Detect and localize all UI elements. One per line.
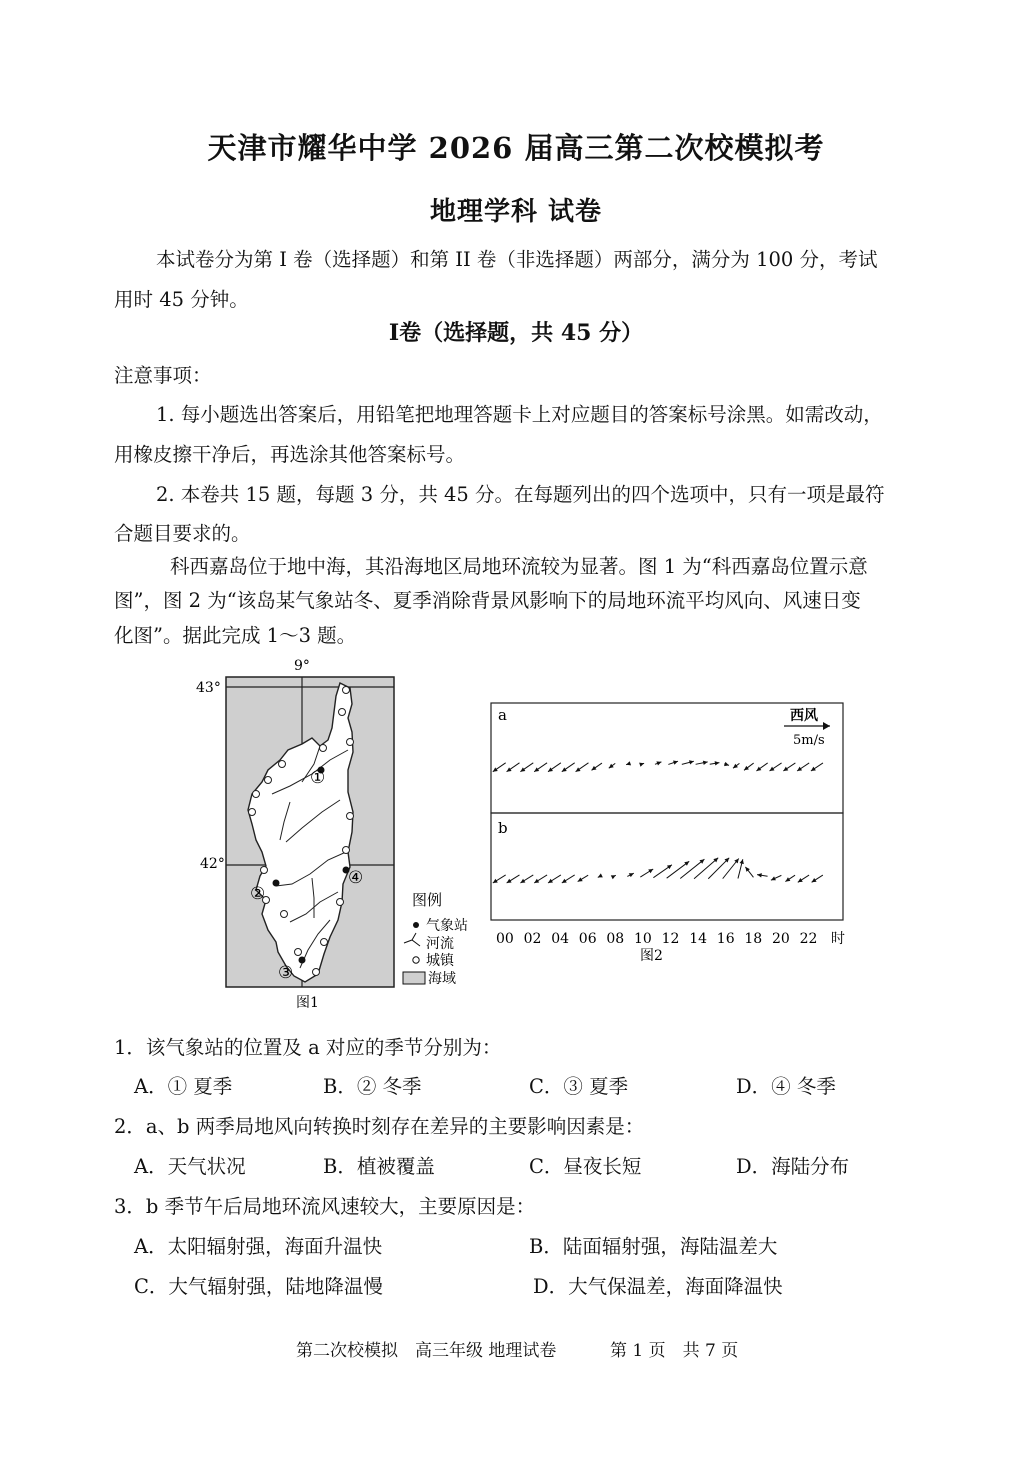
series-a-arrowhead-19	[756, 767, 761, 771]
question-1-stem: 1．该气象站的位置及 a 对应的季节分别为：	[114, 1036, 502, 1059]
series-a-arrowhead-18	[744, 766, 749, 770]
q2-option-d: D．海陆分布	[736, 1155, 850, 1178]
question-2-stem: 2．a、b 两季局地风向转换时刻存在差异的主要影响因素是：	[114, 1115, 645, 1138]
footer-left: 第二次校模拟 高三年级 地理试卷	[296, 1341, 557, 1361]
legend-sea-icon	[403, 972, 425, 984]
q2-option-b: B．植被覆盖	[323, 1155, 435, 1178]
series-b-vectors	[493, 858, 823, 883]
wind-scale-label: 5m/s	[793, 733, 825, 748]
x-tick-04: 04	[551, 931, 570, 947]
notes-heading: 注意事项：	[114, 364, 212, 387]
figure-1-map	[190, 652, 490, 1022]
station-1-label: ①	[310, 768, 326, 788]
series-a-arrowhead-13	[689, 760, 694, 764]
legend-town-icon	[413, 957, 419, 963]
x-axis-unit: 时	[831, 931, 845, 947]
q1-option-d: D．④ 冬季	[736, 1075, 836, 1098]
x-tick-00: 00	[496, 931, 514, 947]
q3-option-a: A．太阳辐射强，海面升温快	[134, 1235, 383, 1258]
x-tick-20: 20	[772, 931, 790, 947]
series-a-arrowhead-16	[724, 762, 729, 766]
x-tick-06: 06	[578, 931, 597, 947]
series-a-arrowhead-14	[703, 761, 708, 765]
series-a-arrowhead-20	[770, 767, 775, 771]
series-b-arrowhead-12	[684, 861, 689, 865]
passage-line-1: 科西嘉岛位于地中海，其沿海地区局地环流较为显著。图 1 为“科西嘉岛位置示意	[170, 555, 868, 578]
series-b-arrowhead-7	[598, 873, 603, 877]
x-tick-18: 18	[744, 931, 763, 947]
series-b-arrowhead-17	[740, 859, 744, 864]
legend-station: 气象站	[426, 918, 468, 934]
station-3-label: ③	[278, 963, 294, 983]
series-a-arrowhead-9	[626, 761, 631, 765]
series-a-arrowhead-6	[576, 767, 581, 771]
series-b-arrowhead-8	[611, 875, 616, 879]
section-title: Ⅰ卷（选择题，共 45 分）	[388, 320, 644, 346]
series-a-arrowhead-22	[797, 767, 802, 771]
station-2-label: ②	[250, 884, 266, 904]
q3-option-b: B．陆面辐射强，海陆温差大	[529, 1235, 778, 1258]
series-a-arrowhead-7	[592, 766, 597, 770]
q2-option-c: C．昼夜长短	[529, 1155, 642, 1178]
longitude-label: 9°	[294, 658, 310, 674]
series-a-arrowhead-1	[507, 767, 512, 771]
legend-title: 图例	[412, 891, 443, 909]
legend-river: 河流	[426, 936, 454, 952]
panel-b-frame	[491, 813, 843, 920]
series-a-arrowhead-10	[639, 763, 644, 767]
series-a-arrowhead-12	[673, 761, 678, 765]
wind-scale-arrowhead	[823, 722, 830, 730]
x-tick-10: 10	[634, 931, 652, 947]
passage-line-3: 化图”。据此完成 1～3 题。	[114, 624, 357, 647]
x-tick-14: 14	[689, 931, 708, 947]
footer-page: 第 1 页 共 7 页	[610, 1341, 739, 1361]
intro-line-1: 本试卷分为第 I 卷（选择题）和第 II 卷（非选择题）两部分，满分为 100 分，考试	[156, 248, 878, 271]
series-a-arrowhead-8	[609, 764, 614, 768]
series-a-arrowhead-21	[783, 767, 788, 771]
page-title: 天津市耀华中学 2026 届高三第二次校模拟考	[207, 131, 825, 165]
series-a-arrowhead-2	[520, 767, 525, 771]
series-a-arrowhead-5	[562, 767, 567, 771]
series-a-arrowhead-4	[548, 767, 553, 771]
x-tick-12: 12	[661, 931, 680, 947]
q1-option-b: B．② 冬季	[323, 1075, 422, 1098]
note-2-line-1: 2. 本卷共 15 题，每题 3 分，共 45 分。在每题列出的四个选项中，只有一项是最符	[156, 483, 885, 506]
series-b-vector-13	[680, 859, 704, 878]
q1-option-c: C．③ 夏季	[529, 1075, 629, 1098]
x-axis-ticks	[496, 931, 817, 947]
figure-1-caption: 图1	[296, 995, 319, 1011]
series-b-vector-14	[694, 858, 718, 879]
note-1-line-2: 用橡皮擦干净后，再选涂其他答案标号。	[114, 443, 466, 466]
q3-option-d: D．大气保温差，海面降温快	[533, 1275, 783, 1298]
series-a-arrowhead-17	[733, 764, 738, 768]
series-a-arrowhead-23	[811, 767, 816, 771]
q2-option-a: A．天气状况	[134, 1155, 246, 1178]
panel-a-label: a	[498, 706, 507, 724]
x-tick-16: 16	[716, 931, 735, 947]
series-b-arrowhead-19	[757, 873, 762, 877]
latitude-42-label: 42°	[200, 856, 225, 872]
legend-town: 城镇	[426, 953, 454, 969]
series-a-arrowhead-3	[534, 767, 539, 771]
x-tick-22: 22	[799, 931, 818, 947]
x-tick-08: 08	[606, 931, 625, 947]
map-legend	[403, 891, 468, 987]
series-b-arrowhead-11	[667, 865, 672, 869]
station-4-label: ④	[348, 868, 364, 888]
latitude-43-label: 43°	[196, 680, 221, 696]
passage-line-2: 图”，图 2 为“该岛某气象站冬、夏季消除背景风影响下的局地环流平均风向、风速日变	[114, 589, 861, 612]
series-b-arrowhead-21	[785, 877, 790, 881]
x-tick-02: 02	[523, 931, 542, 947]
figure-2-caption: 图2	[640, 948, 663, 964]
panel-b-label: b	[498, 819, 508, 837]
legend-river-icon	[404, 933, 420, 946]
legend-sea: 海域	[428, 971, 456, 987]
series-a-arrowhead-0	[493, 767, 498, 771]
legend-station-icon	[413, 922, 419, 928]
wind-direction-label: 西风	[790, 708, 818, 724]
intro-line-2: 用时 45 分钟。	[114, 288, 249, 311]
series-a-arrowhead-15	[715, 761, 720, 765]
page-subtitle: 地理学科 试卷	[429, 197, 603, 227]
figure-2-wind-chart	[486, 700, 856, 972]
question-3-stem: 3．b 季节午后局地环流风速较大，主要原因是：	[114, 1195, 536, 1218]
q3-option-c: C．大气辐射强，陆地降温慢	[134, 1275, 383, 1298]
series-a-vectors	[493, 760, 823, 771]
note-2-line-2: 合题目要求的。	[114, 522, 251, 545]
note-1-line-1: 1. 每小题选出答案后，用铅笔把地理答题卡上对应题目的答案标号涂黑。如需改动，	[156, 403, 883, 426]
q1-option-a: A．① 夏季	[134, 1075, 233, 1098]
